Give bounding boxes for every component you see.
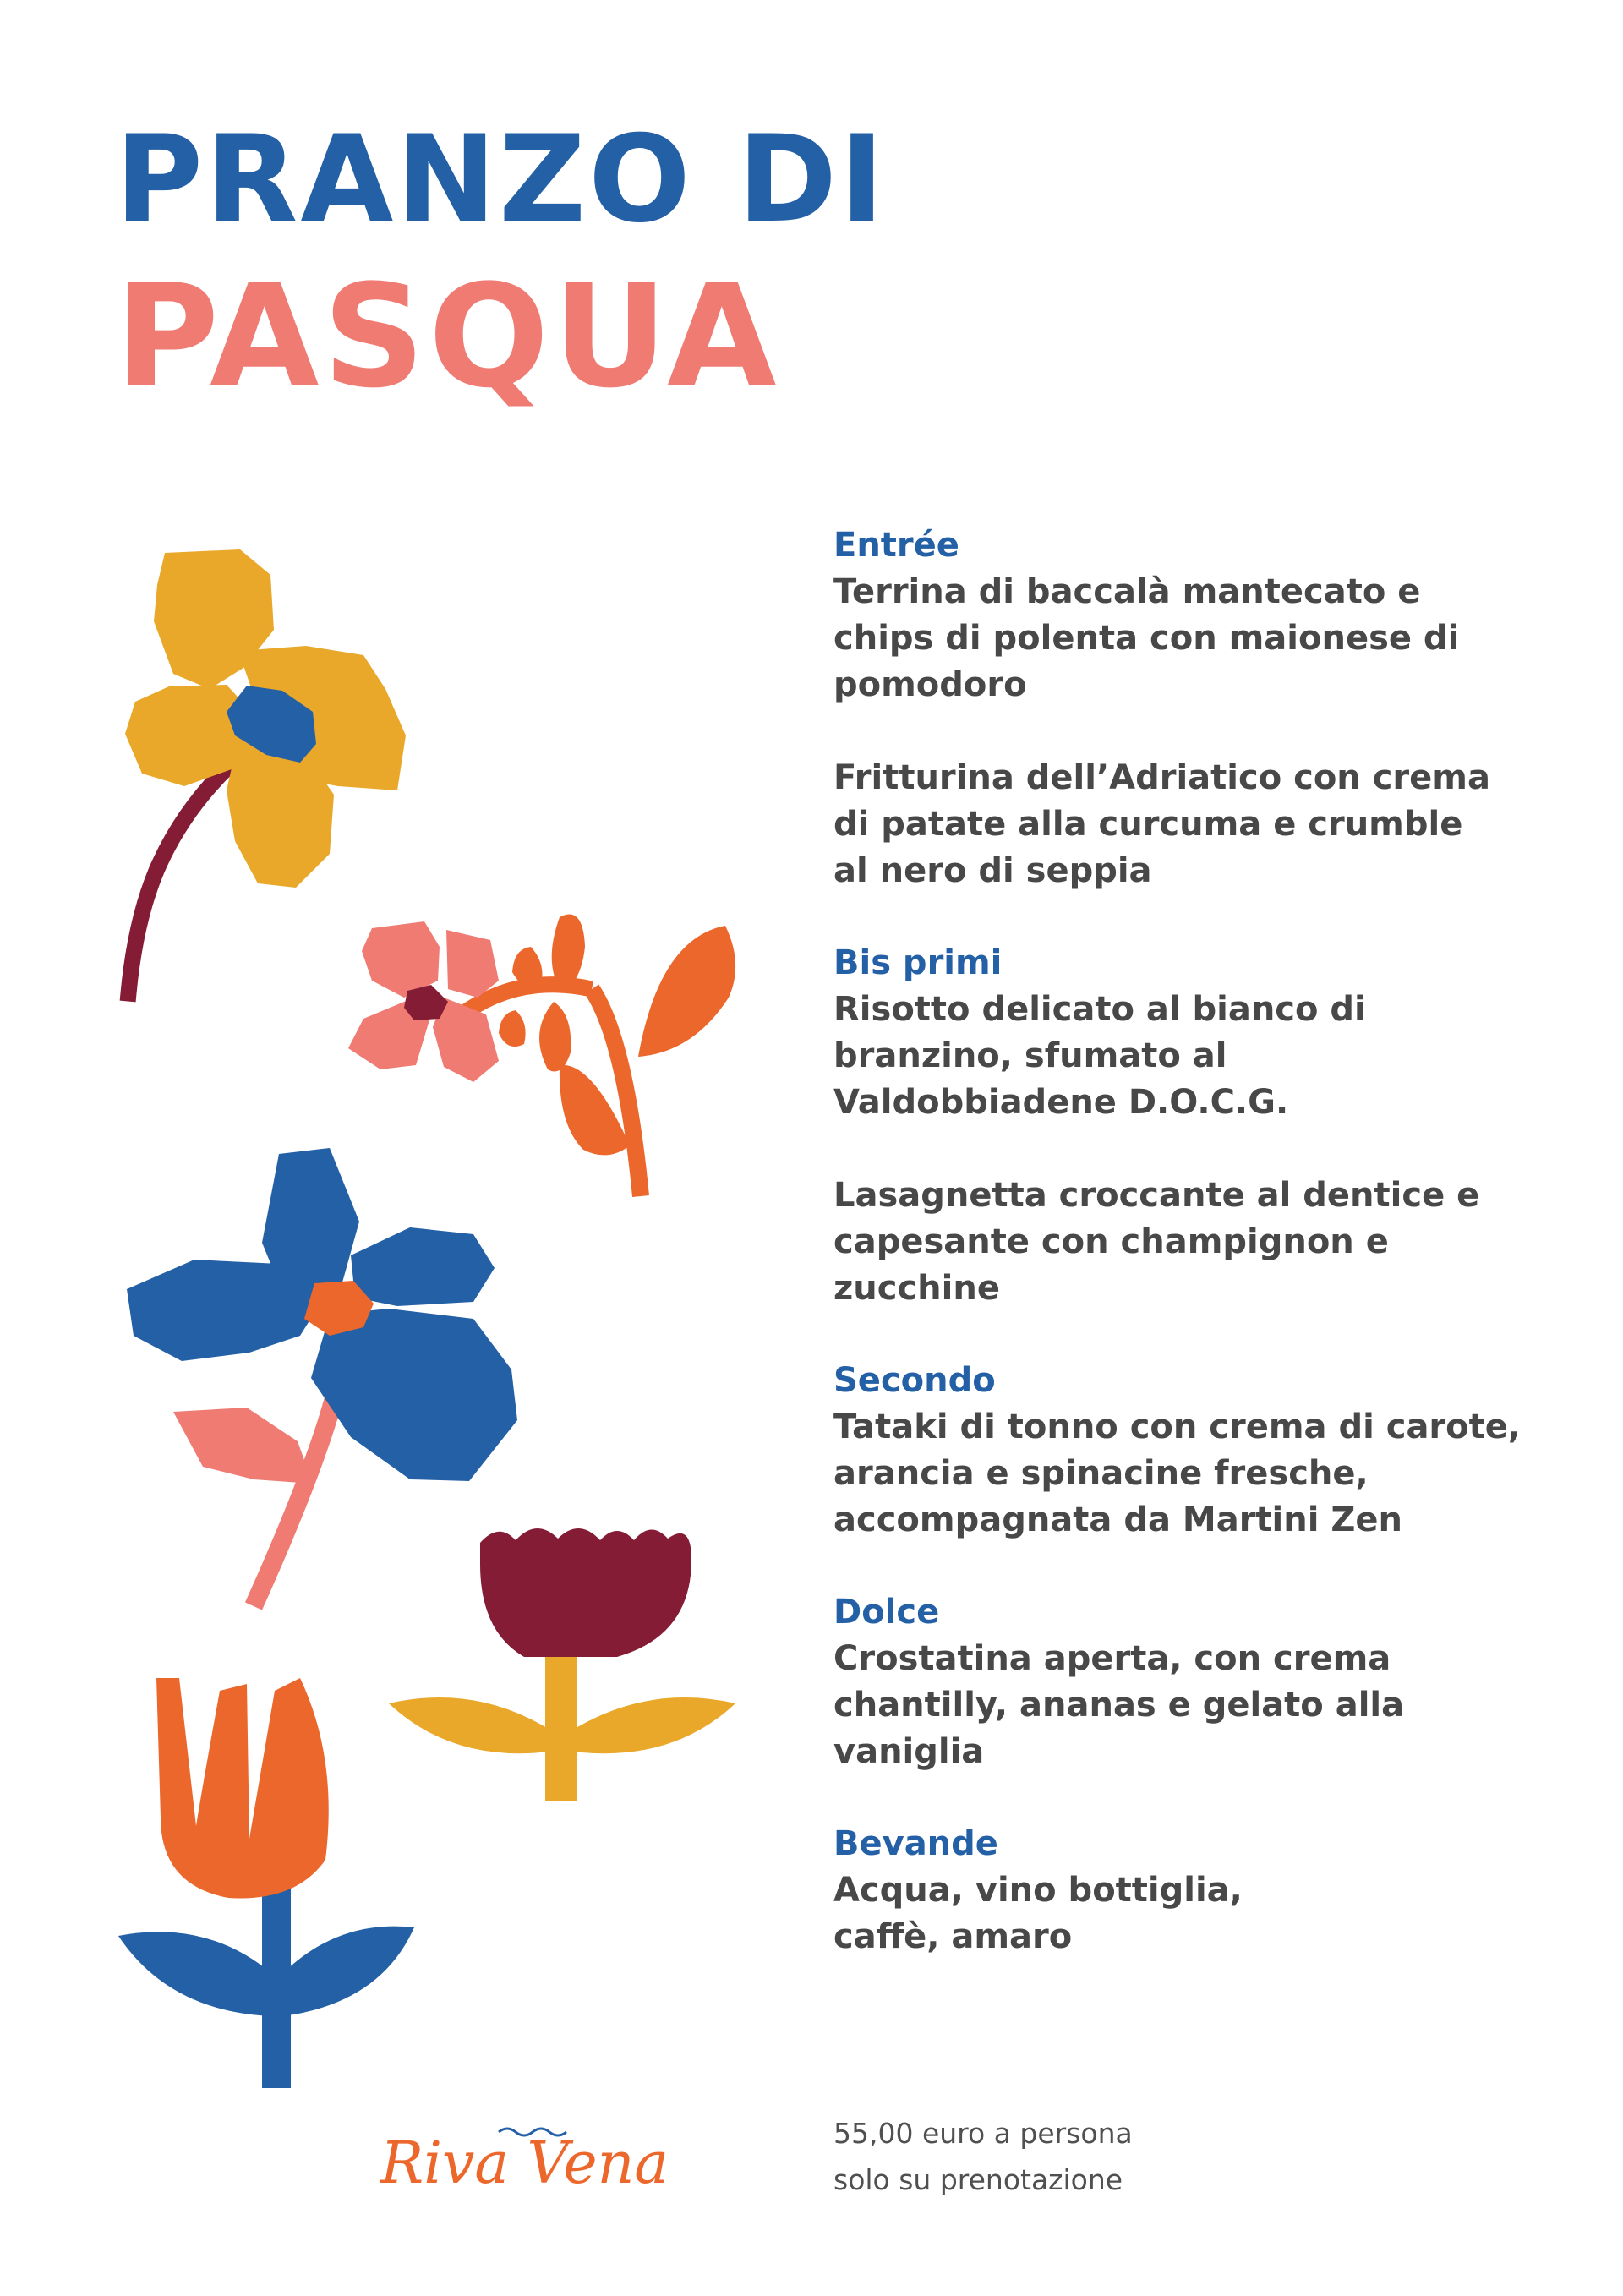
- dish: Crostatina aperta, con crema chantilly, ananas e gelato alla vaniglia: [833, 1639, 1405, 1771]
- dish: Tataki di tonno con crema di carote, arancia e spinacine fresche, accompagnata da Martini Zen: [833, 1408, 1522, 1539]
- dish: Risotto delicato al bianco di branzino, sfumato al Valdobbiadene D.O.C.G.: [833, 990, 1366, 1122]
- dish: Lasagnetta croccante al dentice e capesante con champignon e zucchine: [833, 1176, 1480, 1308]
- title-line-2: PASQUA: [115, 254, 780, 419]
- dish: Terrina di baccalà mantecato e chips di polenta con maionese di pomodoro: [833, 572, 1460, 704]
- menu-section-entree: [833, 522, 1577, 894]
- blue-flower-icon: [127, 1148, 517, 1606]
- riva-vena-logo: [372, 2113, 744, 2206]
- burgundy-tulip-icon: [389, 1528, 735, 1801]
- section-title: Bevande: [833, 1824, 998, 1863]
- dish: Acqua, vino bottiglia, caffè, amaro: [833, 1871, 1243, 1956]
- title-line-1: PRANZO DI: [115, 110, 887, 249]
- section-title: Secondo: [833, 1361, 996, 1400]
- price: 55,00 euro a persona: [833, 2117, 1133, 2150]
- orange-tulip-icon: [118, 1678, 414, 2088]
- menu-section-bis-primi: [833, 940, 1577, 1312]
- menu-section-dolce: [833, 1589, 1577, 1775]
- yellow-flower-icon: [125, 549, 406, 993]
- menu-section-bevande: [833, 1821, 1577, 1960]
- section-title: Entrée: [833, 526, 959, 565]
- svg-text:Riva Vena: Riva Vena: [380, 2130, 669, 2197]
- menu: [833, 522, 1577, 2006]
- section-title: Dolce: [833, 1593, 940, 1632]
- price-info: [833, 2110, 1133, 2203]
- booking-note: solo su prenotazione: [833, 2163, 1123, 2196]
- flowers-illustration: [0, 507, 812, 2113]
- menu-section-secondo: [833, 1358, 1577, 1544]
- section-title: Bis primi: [833, 943, 1003, 982]
- dish: Fritturina dell’Adriatico con crema di patate alla curcuma e crumble al nero di seppia: [833, 758, 1490, 890]
- coral-flower-icon: [348, 915, 735, 1196]
